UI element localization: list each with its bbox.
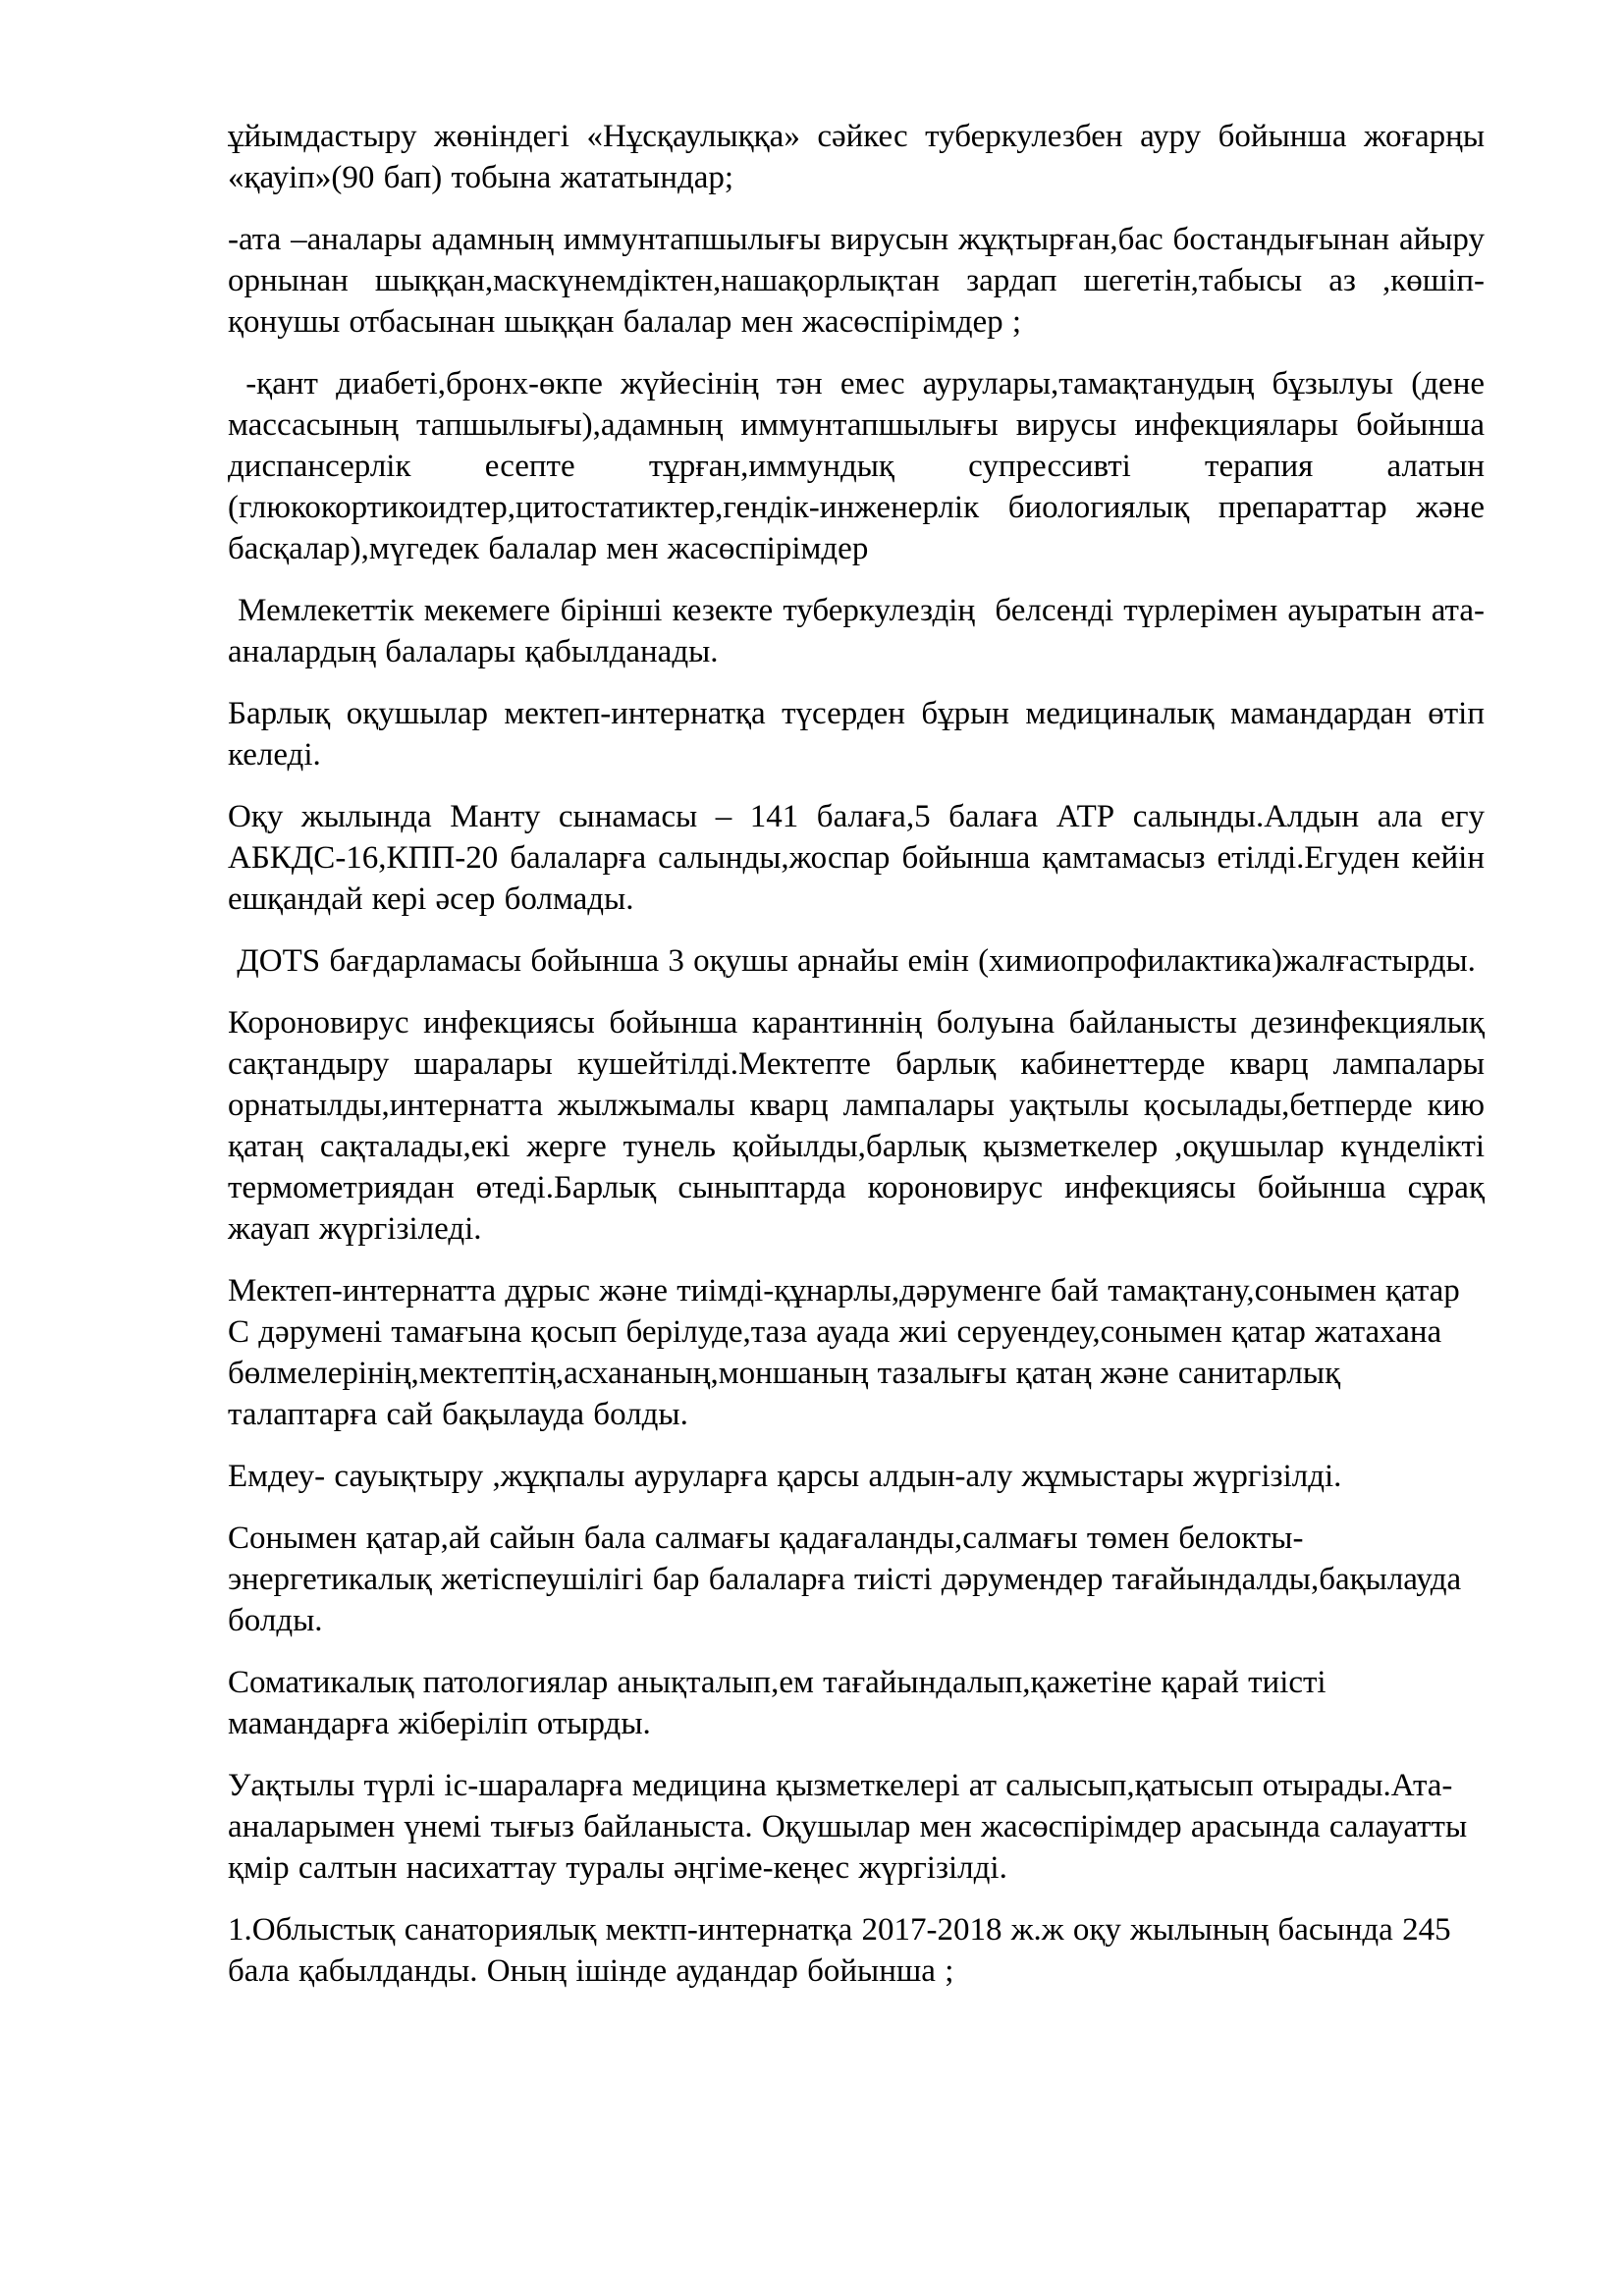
paragraph: ұйымдастыру жөніндегі «Нұсқаулыққа» сәйкес туберкулезбен ауру бойынша жоғарңы «қауіп»(90 бап) тобына жататындар; xyxy=(228,119,1494,195)
paragraph: -қант диабеті,бронх-өкпе жүйесінің тән емес аурулары,тамақтанудың бұзылуы (дене массасының тапшылығы),адамның иммунтапшылығы вирусы инфекциялары бойынша диспансерлік есепте тұрған,иммундық супрессивті терапия алатын (глюкокортикоидтер,цитостатиктер,гендік-инженерлік биологиялық препараттар және басқалар),мүгедек балалар мен жасөспірімдер xyxy=(228,366,1494,566)
paragraph: Оқу жылында Манту сынамасы – 141 балаға,5 балаға АТР салынды.Алдын ала егу АБКДС-16,КПП-20 балаларға салынды,жоспар бойынша қамтамасыз етілді.Егуден кейін ешқандай кері әсер болмады. xyxy=(228,799,1494,917)
paragraph: Уақтылы түрлі іс-шараларға медицина қызметкелері ат салысып,қатысып отырады.Ата-аналарымен үнемі тығыз байланыста. Оқушылар мен жасөспірімдер арасында салауатты қмір салтын насихаттау туралы әңгіме-кеңес жүргізілді. xyxy=(228,1768,1477,1886)
paragraph: Короновирус инфекциясы бойынша карантиннің болуына байланысты дезинфекциялық сақтандыру шаралары кушейтілді.Мектепте барлық кабинеттерде кварц лампалары орнатылды,интернатта жылжымалы кварц лампалары уақтылы қосылады,бетперде кию қатаң сақталады,екі жерге тунель қойылды,барлық қызметкелер ,оқушылар күнделікті термометриядан өтеді.Барлық сыныптарда короновирус инфекциясы бойынша сұрақ жауап жүргізіледі. xyxy=(228,1005,1494,1247)
paragraph: Мектеп-интернатта дұрыс және тиімді-құнарлы,дәруменге бай тамақтану,сонымен қатар С дәрумені тамағына қосып берілуде,таза ауада жиі серуендеу,сонымен қатар жатахана бөлмелерінің,мектептің,асхананың,моншаның тазалығы қатаң және санитарлық талаптарға сай бақылауда болды. xyxy=(228,1273,1470,1432)
paragraph: -ата –аналары адамның иммунтапшылығы вирусын жұқтырған,бас бостандығынан айыру орнынан шыққан,маскүнемдіктен,нашақорлықтан зардап шегетін,табысы аз ,көшіп-қонушы отбасынан шыққан балалар мен жасөспірімдер ; xyxy=(228,222,1494,340)
paragraph: Емдеу- сауықтыру ,жұқпалы ауруларға қарсы алдын-алу жұмыстары жүргізілді. xyxy=(228,1459,1342,1494)
paragraph: Сонымен қатар,ай сайын бала салмағы қадағаланды,салмағы төмен белокты-энергетикалық жетіспеушілігі бар балаларға тиісті дәрумендер тағайындалды,бақылауда болды. xyxy=(228,1521,1471,1638)
paragraph: Соматикалық патологиялар анықталып,ем тағайындалып,қажетіне қарай тиісті мамандарға жіберіліп отырды. xyxy=(228,1665,1335,1741)
paragraph: Мемлекеттік мекемеге бірінші кезекте туберкулездің белсенді түрлерімен ауыратын ата-аналардың балалары қабылданады. xyxy=(228,593,1486,669)
paragraph: ДОТS бағдарламасы бойынша 3 оқушы арнайы емін (химиопрофилактика)жалғастырды. xyxy=(228,943,1476,979)
paragraph: Барлық оқушылар мектеп-интернатқа түсерден бұрын медициналық мамандардан өтіп келеді. xyxy=(228,696,1494,773)
paragraph: 1.Облыстық санаториялық мектп-интернатқа 2017-2018 ж.ж оқу жылының басында 245 бала қабылданды. Оның ішінде аудандар бойынша ; xyxy=(228,1912,1460,1989)
